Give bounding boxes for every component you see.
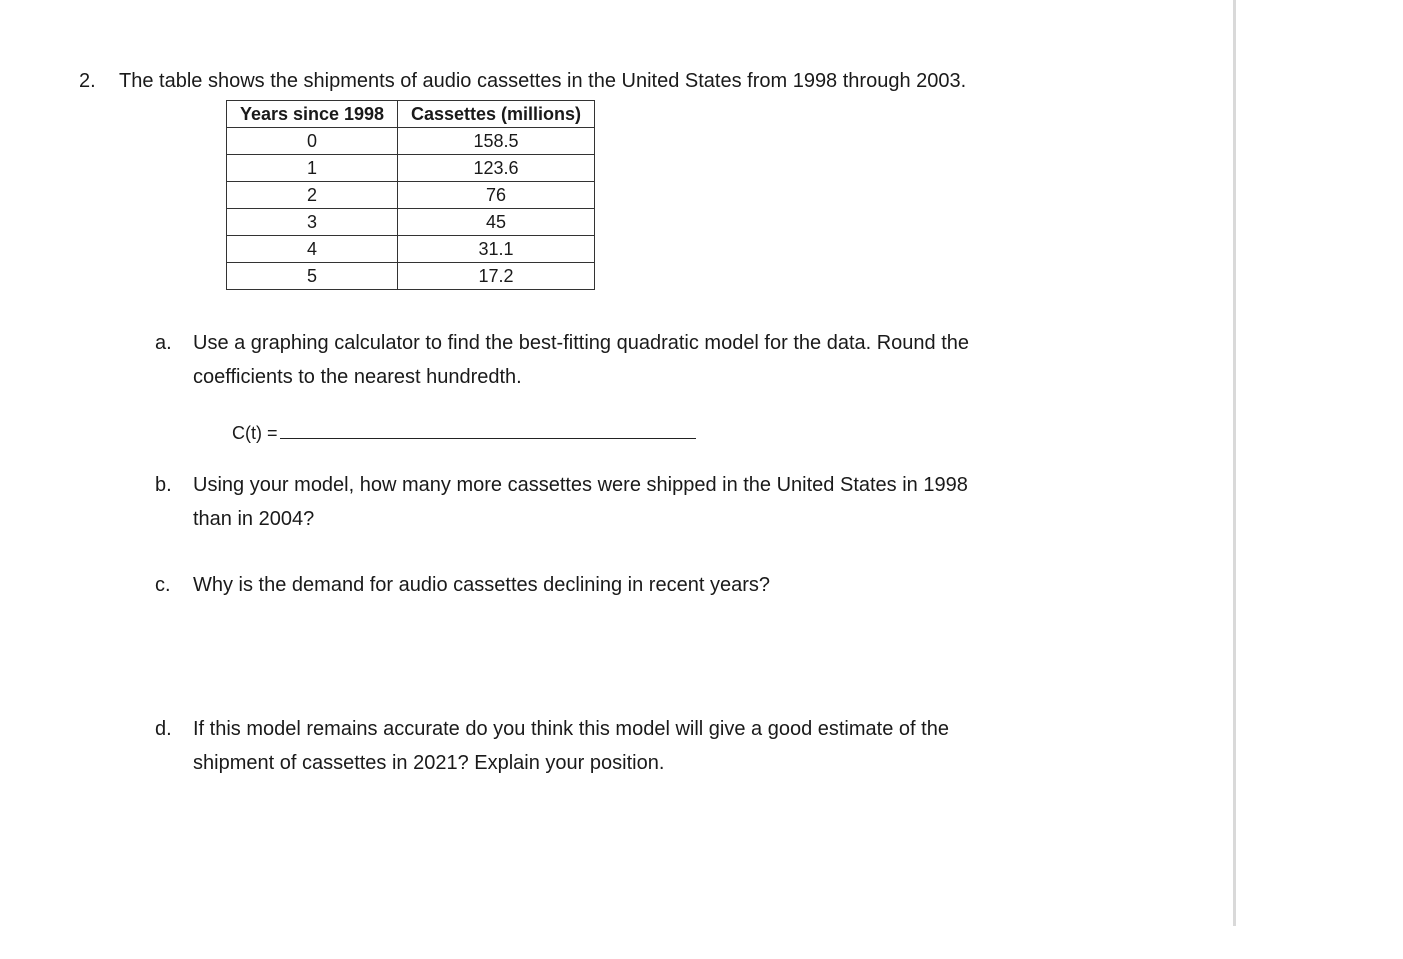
- table-row: [227, 236, 595, 263]
- part-c-letter: c.: [155, 574, 171, 596]
- column-header-years: Years since 1998: [227, 101, 398, 128]
- page-edge-divider: [1233, 0, 1236, 926]
- part-d-letter: d.: [155, 718, 172, 740]
- part-a-text: [193, 326, 1073, 394]
- table-cell-cassettes: 158.5: [398, 128, 595, 155]
- table-cell-cassettes: 17.2: [398, 263, 595, 290]
- part-a-line-2: coefficients to the nearest hundredth.: [193, 366, 522, 388]
- column-header-cassettes: Cassettes (millions): [398, 101, 595, 128]
- answer-line-a: [232, 418, 696, 444]
- part-a-line-1: Use a graphing calculator to find the best-fitting quadratic model for the data. Round the: [193, 332, 970, 354]
- cassette-data-table: [226, 100, 595, 290]
- table-row: [227, 128, 595, 155]
- table-cell-years: 4: [227, 236, 398, 263]
- table-cell-cassettes: 123.6: [398, 155, 595, 182]
- table-cell-years: 0: [227, 128, 398, 155]
- question-number: 2.: [79, 70, 96, 92]
- table-row: [227, 209, 595, 236]
- table-cell-years: 1: [227, 155, 398, 182]
- table-cell-cassettes: 76: [398, 182, 595, 209]
- part-b-letter: b.: [155, 474, 172, 496]
- table-cell-cassettes: 31.1: [398, 236, 595, 263]
- part-b-line-1: Using your model, how many more cassettes were shipped in the United States in 1998: [193, 474, 968, 496]
- part-b-line-2: than in 2004?: [193, 508, 315, 530]
- answer-label: C(t) =: [232, 423, 278, 443]
- part-d-line-1: If this model remains accurate do you think this model will give a good estimate of the: [193, 718, 949, 740]
- table-header-row: [227, 101, 595, 128]
- table-cell-years: 5: [227, 263, 398, 290]
- part-a-letter: a.: [155, 332, 172, 354]
- part-c-text: [193, 568, 1073, 602]
- table-row: [227, 155, 595, 182]
- table-cell-years: 3: [227, 209, 398, 236]
- table-row: [227, 182, 595, 209]
- table-cell-cassettes: 45: [398, 209, 595, 236]
- table-row: [227, 263, 595, 290]
- part-c-line-1: Why is the demand for audio cassettes declining in recent years?: [193, 574, 770, 596]
- table-cell-years: 2: [227, 182, 398, 209]
- question-stem: The table shows the shipments of audio cassettes in the United States from 1998 through 2003.: [119, 70, 967, 92]
- answer-blank[interactable]: [280, 418, 696, 439]
- part-d-text: [193, 712, 1073, 780]
- part-b-text: [193, 468, 1073, 536]
- part-d-line-2: shipment of cassettes in 2021? Explain your position.: [193, 752, 665, 774]
